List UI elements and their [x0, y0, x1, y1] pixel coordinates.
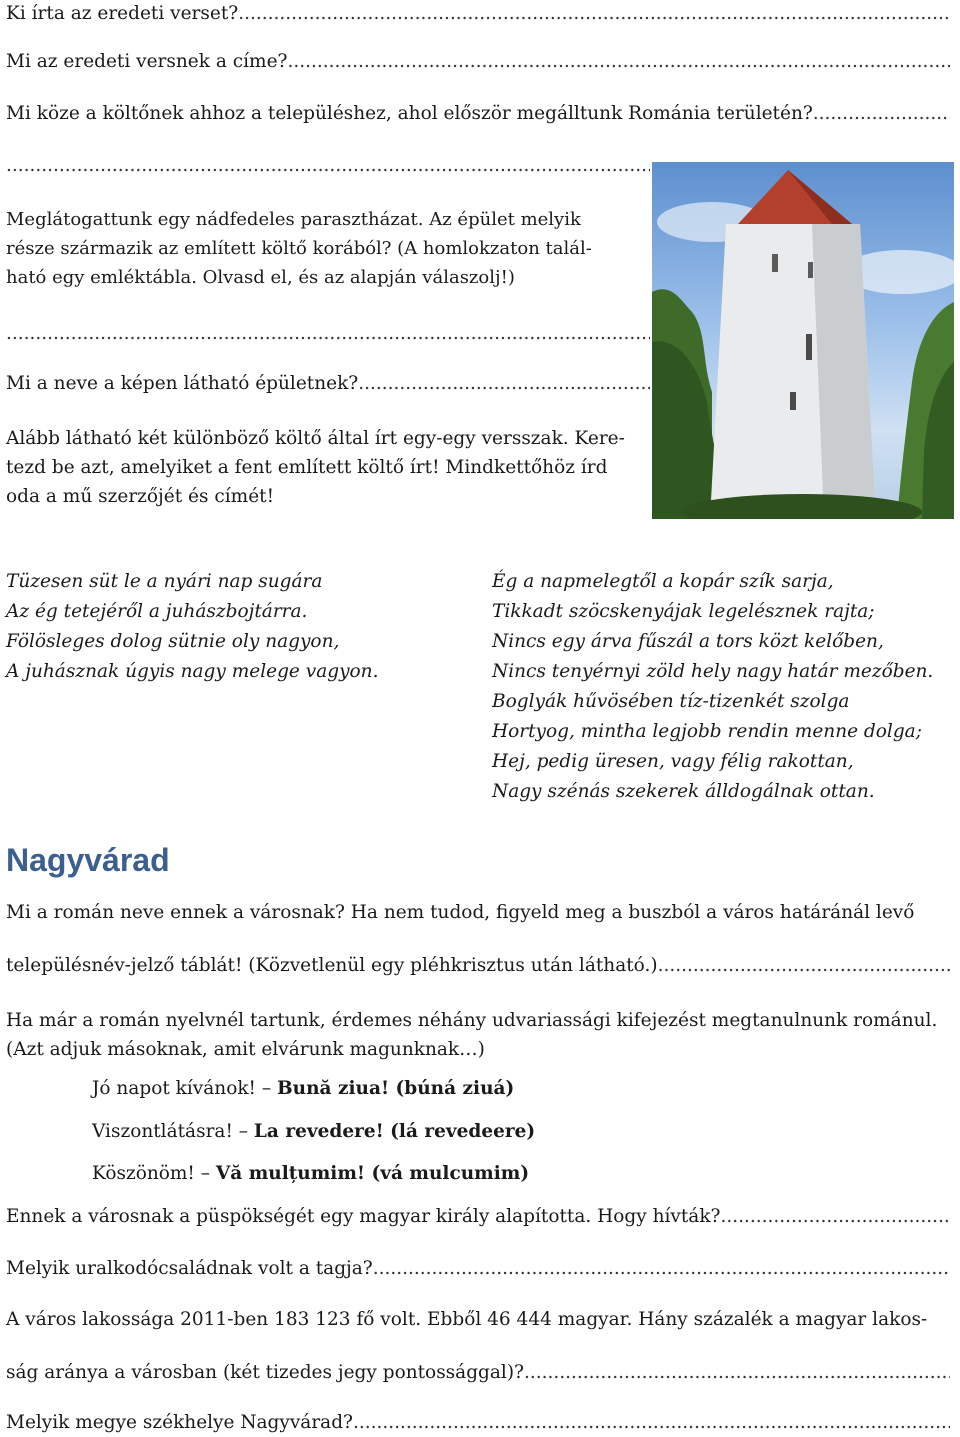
tower-photo: [652, 162, 954, 519]
paragraph-line: ható egy emléktábla. Olvasd el, és az alapján válaszolj!): [6, 267, 515, 288]
question-text: Mi köze a költőnek ahhoz a településhez, ahol először megálltunk Románia területén?: [6, 103, 813, 124]
question-county: [6, 1411, 950, 1435]
phrase-hu: Jó napot kívánok! –: [92, 1078, 272, 1099]
question-text: Ennek a városnak a püspökségét egy magyar király alapította. Hogy hívták?: [6, 1206, 721, 1227]
paragraph-line: tezd be azt, amelyiket a fent említett költő írt! Mindkettőhöz írd: [6, 457, 608, 478]
question-title: [6, 50, 950, 74]
answer-dots[interactable]: [6, 322, 650, 346]
question-text: Ki írta az eredeti verset?: [6, 3, 239, 24]
paragraph-line: Ha már a román nyelvnél tartunk, érdemes néhány udvariassági kifejezést megtanulnunk románul.: [6, 1010, 938, 1031]
answer-dots[interactable]: [813, 102, 950, 126]
question-text: Mi az eredeti versnek a címe?: [6, 51, 288, 72]
phrase-ro: Bună ziua! (búná ziuá): [277, 1078, 515, 1099]
answer-dots[interactable]: [238, 2, 950, 26]
question-text: Mi a román neve ennek a városnak? Ha nem tudod, figyeld meg a buszból a város határánál levő: [6, 902, 915, 923]
poem-line: Fölösleges dolog sütnie oly nagyon,: [6, 631, 340, 652]
question-population: [6, 1308, 950, 1332]
answer-dots[interactable]: [6, 154, 650, 178]
answer-dots[interactable]: [358, 372, 650, 396]
answer-line[interactable]: [6, 154, 650, 178]
paragraph-line: (Azt adjuk másoknak, amit elvárunk magunknak…): [6, 1039, 485, 1060]
language-paragraph: [6, 1006, 950, 1064]
poem-right: [492, 567, 933, 807]
phrase-hu: Köszönöm! –: [92, 1163, 211, 1184]
poem-line: Ég a napmelegtől a kopár szík sarja,: [492, 571, 834, 592]
phrase-ro: La revedere! (lá revedeere): [253, 1121, 536, 1142]
poems-intro: [6, 424, 634, 511]
paragraph-line: Alább látható két különböző költő által írt egy-egy versszak. Kere-: [6, 428, 625, 449]
phrase-ro: Vă mulțumim! (vá mulcumim): [215, 1163, 530, 1184]
question-text: ság aránya a városban (két tizedes jegy pontossággal)?: [6, 1362, 524, 1383]
phrase-hu: Viszontlátásra! –: [92, 1121, 249, 1142]
poem-line: Hej, pedig üresen, vagy félig rakottan,: [492, 751, 854, 772]
phrase-thanks: [92, 1163, 529, 1184]
poem-line: A juhásznak úgyis nagy melege vagyon.: [6, 661, 379, 682]
answer-dots[interactable]: [720, 1205, 950, 1229]
question-text: Mi a neve a képen látható épületnek?: [6, 373, 359, 394]
answer-dots[interactable]: [524, 1361, 950, 1385]
question-romanian-name-cont: [6, 954, 950, 978]
poem-line: Tüzesen süt le a nyári nap sugára: [6, 571, 323, 592]
question-population-cont: [6, 1361, 950, 1385]
poem-left: [6, 567, 378, 687]
poem-line: Hortyog, mintha legjobb rendin menne dolga;: [492, 721, 922, 742]
question-text: Melyik uralkodócsaládnak volt a tagja?: [6, 1258, 373, 1279]
answer-dots[interactable]: [658, 954, 950, 978]
question-text: A város lakossága 2011-ben 183 123 fő volt. Ebből 46 444 magyar. Hány százalék a magyar lakos-: [6, 1309, 928, 1330]
poem-line: Boglyák hűvösében tíz-tizenkét szolga: [492, 691, 850, 712]
paragraph-line: Meglátogattunk egy nádfedeles parasztházat. Az épület melyik: [6, 209, 581, 230]
poem-line: Nagy szénás szekerek álldogálnak ottan.: [492, 781, 875, 802]
answer-dots[interactable]: [353, 1411, 950, 1435]
poem-line: Nincs tenyérnyi zöld hely nagy határ mezőben.: [492, 661, 934, 682]
question-settlement: [6, 102, 950, 126]
question-romanian-name: [6, 901, 950, 925]
answer-dots[interactable]: [287, 50, 950, 74]
answer-dots[interactable]: [373, 1257, 950, 1281]
poem-line: Az ég tetejéről a juhászbojtárra.: [6, 601, 308, 622]
question-author: [6, 2, 950, 26]
poem-line: Nincs egy árva fűszál a tors közt kelőben,: [492, 631, 884, 652]
paragraph-line: része származik az említett költő korából? (A homlokzaton talál-: [6, 238, 592, 259]
question-text: Melyik megye székhelye Nagyvárad?: [6, 1412, 353, 1433]
question-dynasty: [6, 1257, 950, 1281]
paragraph-line: oda a mű szerzőjét és címét!: [6, 486, 275, 507]
question-building: [6, 372, 650, 396]
section-title: Nagyvárad: [6, 842, 170, 878]
question-bishop: [6, 1205, 950, 1229]
answer-line[interactable]: [6, 322, 650, 346]
tower-illustration: [652, 162, 954, 519]
phrase-goodbye: [92, 1121, 535, 1142]
phrase-hello: [92, 1078, 514, 1099]
poem-line: Tikkadt szöcskenyájak legelésznek rajta;: [492, 601, 875, 622]
question-text: településnév-jelző táblát! (Közvetlenül egy pléhkrisztus után látható.): [6, 955, 658, 976]
house-paragraph: [6, 205, 634, 292]
